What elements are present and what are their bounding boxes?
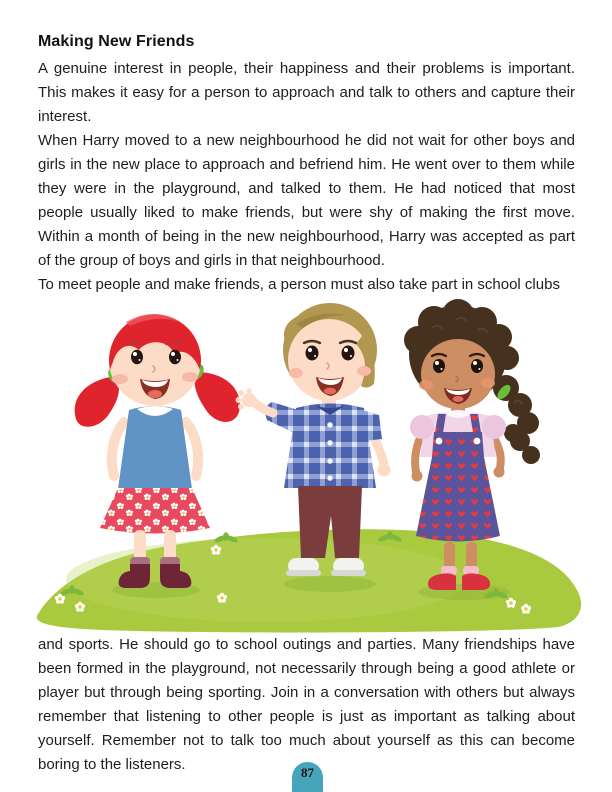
page-number-badge: [292, 762, 323, 792]
page-number: 87: [301, 765, 314, 780]
paragraph-3-after-image: and sports. He should go to school outings and parties. Many friendships have been formed in the playground, not necessarily through being a good athlete or player but through being sporting. Join in a conversation with others but always remember that listening to other people is just as important as talking about yourself. Remember not to talk too much about yourself as this can become boring to the listeners.: [38, 636, 575, 773]
paragraph-3-before-image: To meet people and make friends, a person must also take part in school clubs: [38, 276, 560, 293]
paragraph-2: When Harry moved to a new neighbourhood he did not wait for other boys and girls in the new place to approach and befriend him. He went over to them while they were in the playground, and talked to them. He had noticed that most people usually liked to make friends, but were shy of making the first move. Within a month of being in the new neighbourhood, Harry was accepted as part of the group of boys and girls in that neighbourhood.: [38, 132, 575, 269]
children-illustration: [26, 292, 586, 634]
section-heading: Making New Friends: [38, 33, 195, 50]
paragraph-1: A genuine interest in people, their happiness and their problems is important. This makes it easy for a person to approach and talk to others and capture their interest.: [38, 60, 575, 125]
